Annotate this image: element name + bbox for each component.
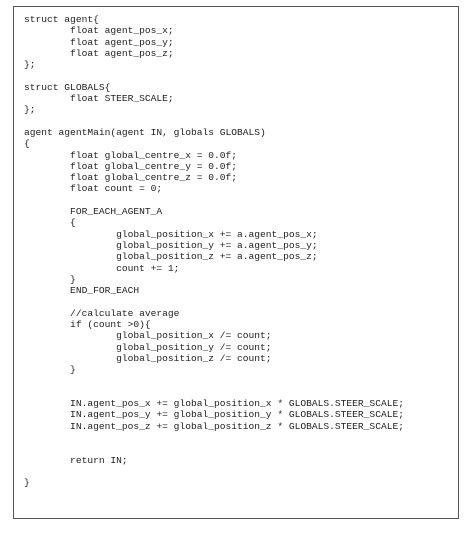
code-line-22: global_position_z += a.agent_pos_z; xyxy=(24,251,318,263)
code-line-26 xyxy=(24,296,404,307)
code-line-34 xyxy=(24,387,404,398)
code-line-36: IN.agent_pos_y += global_position_y * GLOBALS.STEER_SCALE; xyxy=(24,409,404,421)
code-line-37: IN.agent_pos_z += global_position_z * GLOBALS.STEER_SCALE; xyxy=(24,420,404,432)
code-listing-frame xyxy=(13,6,459,519)
code-line-31: global_position_z /= count; xyxy=(24,352,272,364)
code-line-11: agent agentMain(agent IN, globals GLOBALS) xyxy=(24,126,266,138)
code-line-16: float count = 0; xyxy=(24,183,163,195)
code-line-8: float STEER_SCALE; xyxy=(24,93,174,105)
code-line-28: if (count >0){ xyxy=(24,319,151,331)
code-line-35: IN.agent_pos_x += global_position_x * GLOBALS.STEER_SCALE; xyxy=(24,398,404,410)
code-line-40: return IN; xyxy=(24,454,128,466)
code-line-25: END_FOR_EACH xyxy=(24,285,140,297)
code-line-42: } xyxy=(24,477,30,489)
code-line-12: { xyxy=(24,138,30,150)
code-line-18: FOR_EACH_AGENT_A xyxy=(24,206,163,218)
code-line-29: global_position_x /= count; xyxy=(24,330,272,342)
code-line-27: //calculate average xyxy=(24,307,180,319)
code-listing xyxy=(24,14,404,488)
code-line-21: global_position_y += a.agent_pos_y; xyxy=(24,239,318,251)
code-line-17 xyxy=(24,195,404,206)
code-line-39 xyxy=(24,443,404,454)
code-line-30: global_position_y /= count; xyxy=(24,341,272,353)
code-line-15: float global_centre_z = 0.0f; xyxy=(24,172,238,184)
code-line-6 xyxy=(24,70,404,81)
code-line-23: count += 1; xyxy=(24,262,180,274)
code-line-20: global_position_x += a.agent_pos_x; xyxy=(24,228,318,240)
code-line-19: { xyxy=(24,217,76,229)
code-line-2: float agent_pos_x; xyxy=(24,25,174,37)
code-line-38 xyxy=(24,432,404,443)
code-line-3: float agent_pos_y; xyxy=(24,36,174,48)
code-line-13: float global_centre_x = 0.0f; xyxy=(24,149,238,161)
code-line-33 xyxy=(24,376,404,387)
code-line-24: } xyxy=(24,273,76,285)
code-line-5: }; xyxy=(24,59,36,71)
code-line-14: float global_centre_y = 0.0f; xyxy=(24,160,238,172)
code-line-7: struct GLOBALS{ xyxy=(24,81,111,93)
code-line-9: }; xyxy=(24,104,36,116)
code-line-41 xyxy=(24,466,404,477)
code-line-32: } xyxy=(24,364,76,376)
code-line-4: float agent_pos_z; xyxy=(24,47,174,59)
code-line-10 xyxy=(24,116,404,127)
code-line-1: struct agent{ xyxy=(24,14,99,25)
